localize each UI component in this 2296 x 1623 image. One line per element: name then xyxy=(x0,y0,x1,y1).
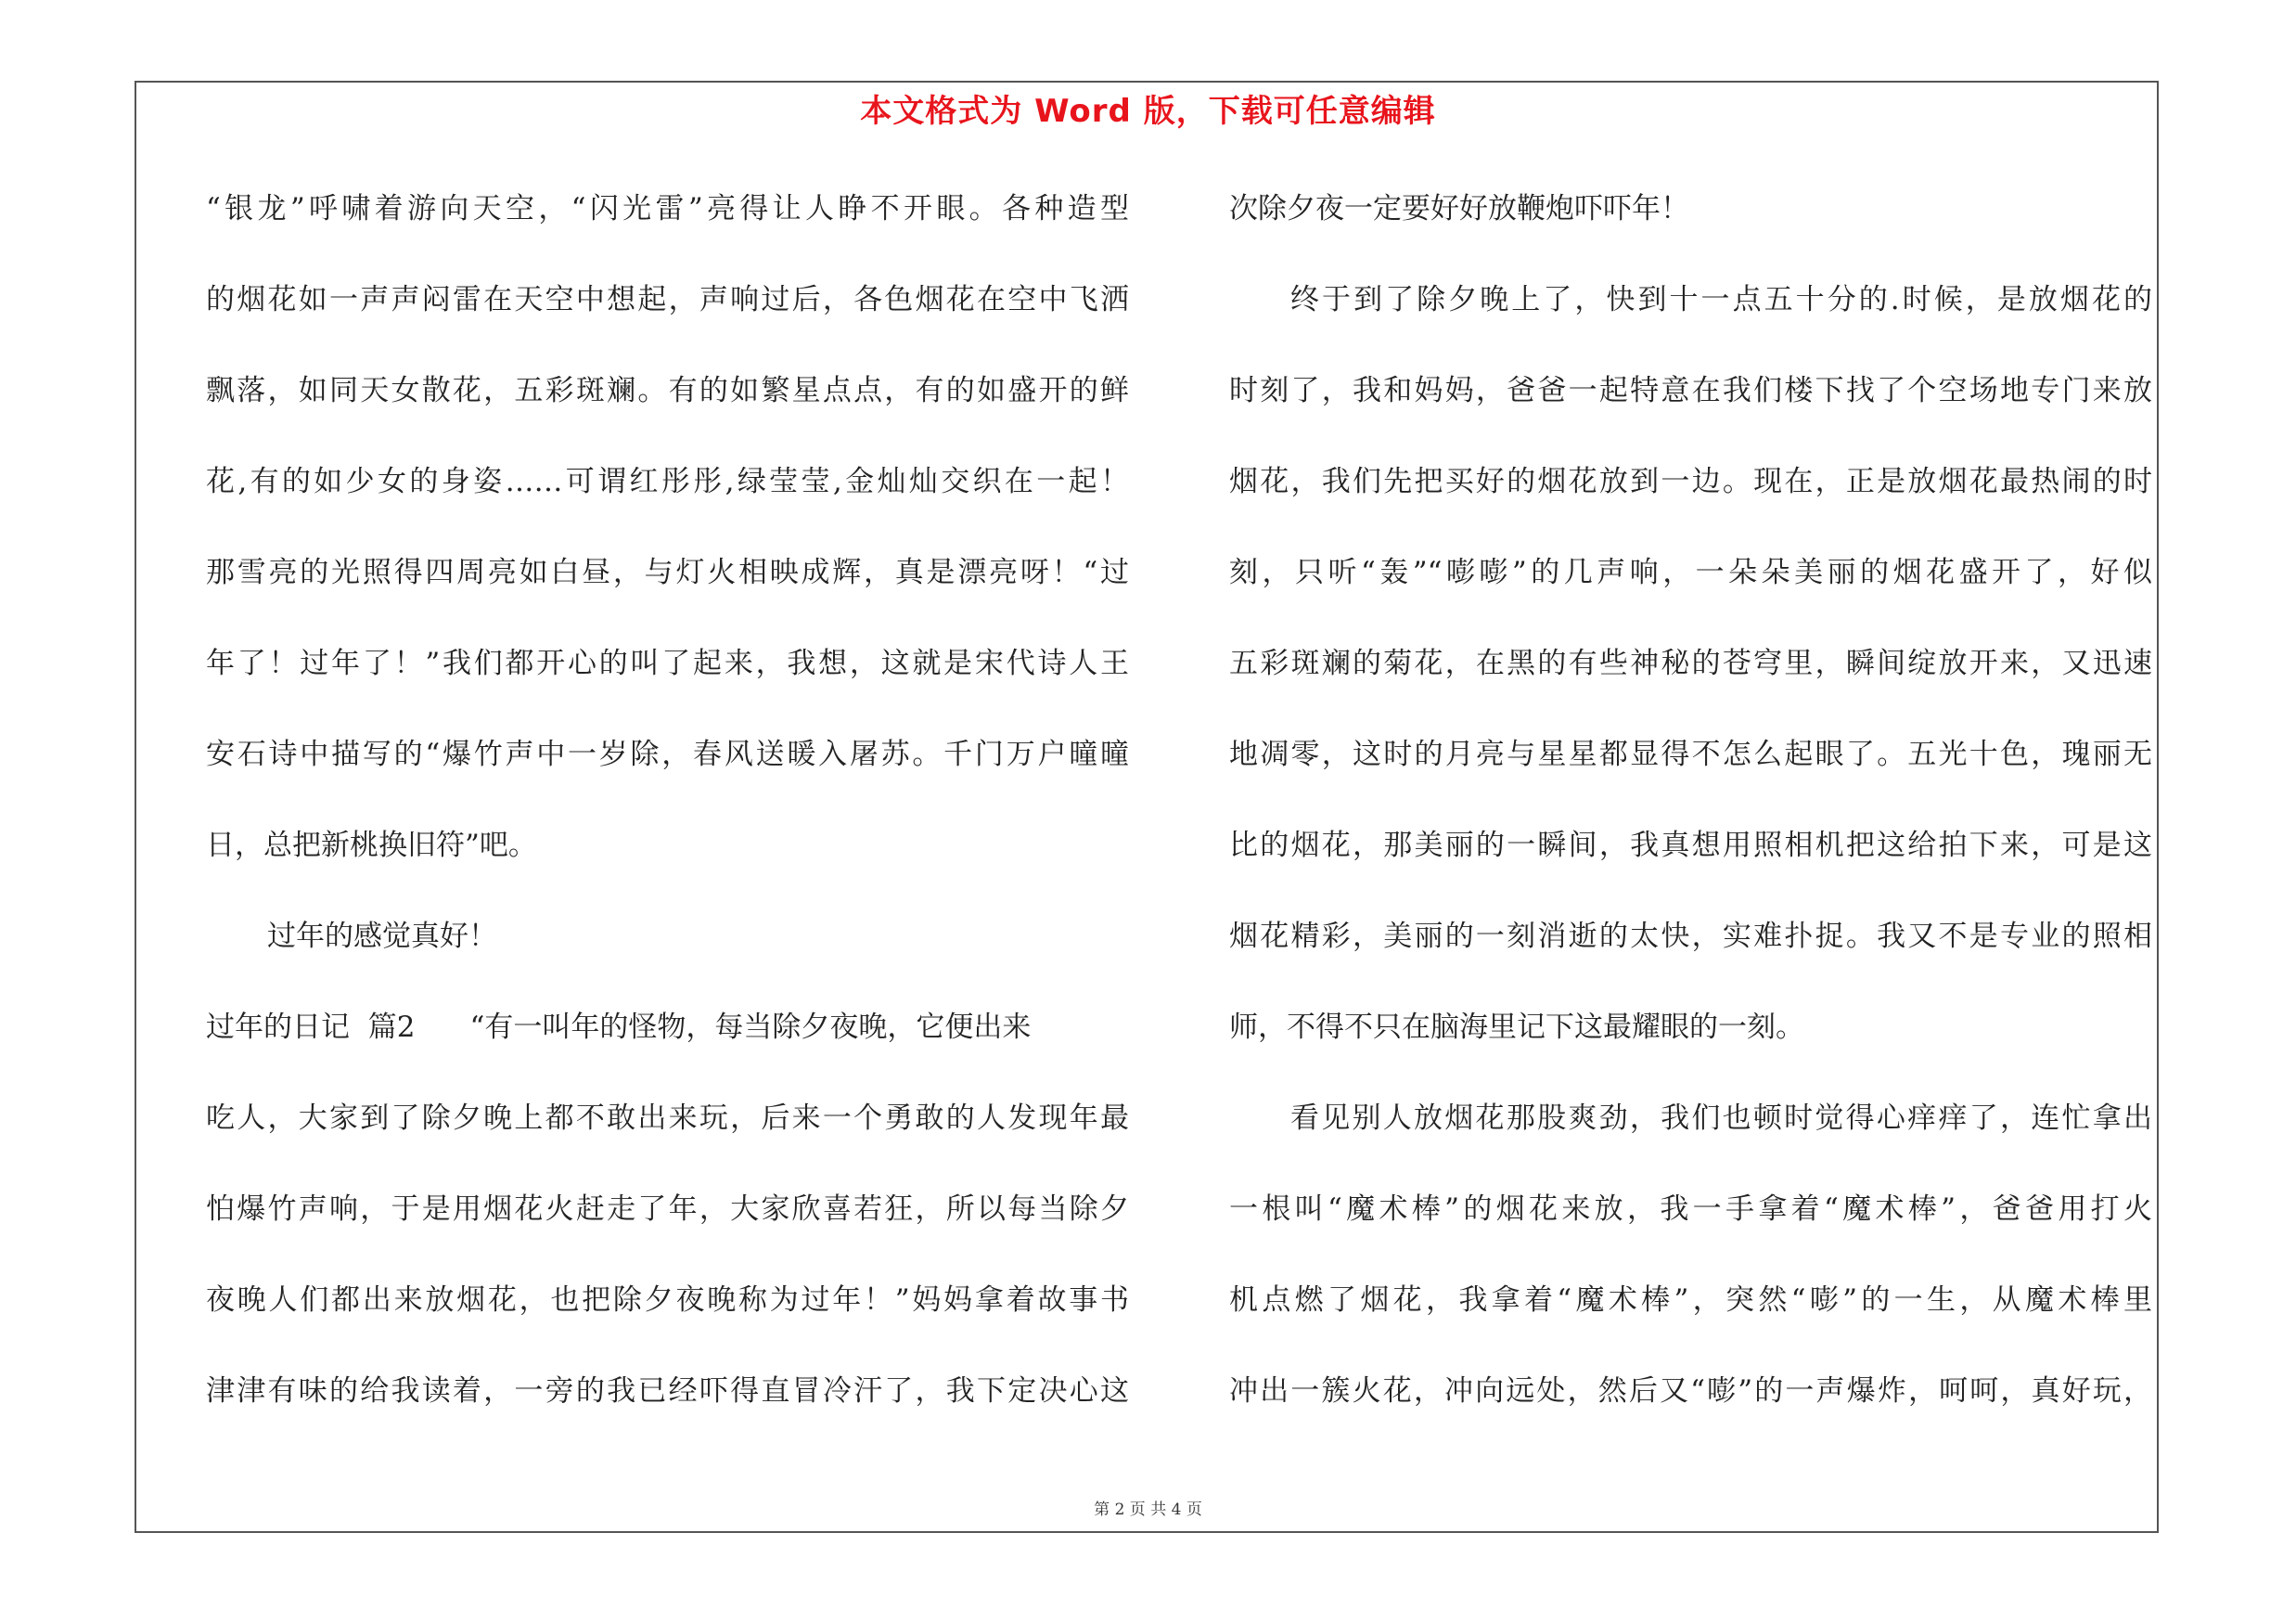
text-line: 的烟花如一声声闷雷在天空中想起，声响过后，各色烟花在空中飞洒 xyxy=(206,283,1129,316)
text-line: 烟花精彩，美丽的一刻消逝的太快，实难扑捉。我又不是专业的照相 xyxy=(1229,920,2152,953)
text-line: 飘落，如同天女散花，五彩斑斓。有的如繁星点点，有的如盛开的鲜 xyxy=(206,374,1129,407)
text-line: 师，不得不只在脑海里记下这最耀眼的一刻。 xyxy=(1229,1011,1804,1044)
text-line: 一根叫“魔术棒”的烟花来放，我一手拿着“魔术棒”，爸爸用打火 xyxy=(1229,1192,2152,1226)
text-line: 津津有味的给我读着，一旁的我已经吓得直冒冷汗了，我下定决心这 xyxy=(206,1374,1129,1408)
text-line: 刻，只听“轰”“嘭嘭”的几声响，一朵朵美丽的烟花盛开了，好似 xyxy=(1229,556,2152,589)
text-line: 次除夕夜一定要好好放鞭炮吓吓年！ xyxy=(1229,192,1689,225)
text-line: 终于到了除夕晚上了，快到十一点五十分的.时候，是放烟花的 xyxy=(1290,283,2152,316)
text-line: 过年的感觉真好！ xyxy=(267,920,497,953)
text-line: 五彩斑斓的菊花，在黑的有些神秘的苍穹里，瞬间绽放开来，又迅速 xyxy=(1229,647,2152,680)
section-heading-line: 过年的日记 篇2 “有一叫年的怪物，每当除夕夜晚，它便出来 xyxy=(206,1011,1032,1044)
text-line: 吃人，大家到了除夕晚上都不敢出来玩，后来一个勇敢的人发现年最 xyxy=(206,1101,1129,1135)
text-line: 夜晚人们都出来放烟花，也把除夕夜晚称为过年！”妈妈拿着故事书 xyxy=(206,1283,1129,1317)
text-line: 看见别人放烟花那股爽劲，我们也顿时觉得心痒痒了，连忙拿出 xyxy=(1290,1101,2152,1135)
text-line: 安石诗中描写的“爆竹声中一岁除，春风送暖入屠苏。千门万户曈曈 xyxy=(206,738,1129,771)
text-line: 日，总把新桃换旧符”吧。 xyxy=(206,829,537,862)
text-line: 地凋零，这时的月亮与星星都显得不怎么起眼了。五光十色，瑰丽无 xyxy=(1229,738,2152,771)
format-banner: 本文格式为 Word 版，下载可任意编辑 xyxy=(860,93,1436,130)
text-line: 烟花，我们先把买好的烟花放到一边。现在，正是放烟花最热闹的时 xyxy=(1229,465,2152,498)
page-number: 第 2 页 共 4 页 xyxy=(1094,1501,1202,1519)
text-line: 冲出一簇火花，冲向远处，然后又“嘭”的一声爆炸，呵呵，真好玩， xyxy=(1229,1374,2152,1408)
text-line: 时刻了，我和妈妈，爸爸一起特意在我们楼下找了个空场地专门来放 xyxy=(1229,374,2152,407)
right-column xyxy=(1229,181,2152,1454)
text-line: 花,有的如少女的身姿……可谓红彤彤,绿莹莹,金灿灿交织在一起！ xyxy=(206,465,1129,498)
text-line: “银龙”呼啸着游向天空，“闪光雷”亮得让人睁不开眼。各种造型 xyxy=(206,192,1129,225)
text-line: 机点燃了烟花，我拿着“魔术棒”，突然“嘭”的一生，从魔术棒里 xyxy=(1229,1283,2152,1317)
text-line: 那雪亮的光照得四周亮如白昼，与灯火相映成辉，真是漂亮呀！“过 xyxy=(206,556,1129,589)
text-line: 怕爆竹声响，于是用烟花火赶走了年，大家欣喜若狂，所以每当除夕 xyxy=(206,1192,1129,1226)
text-line: 年了！过年了！”我们都开心的叫了起来，我想，这就是宋代诗人王 xyxy=(206,647,1129,680)
left-column xyxy=(206,181,1129,1454)
text-line: 比的烟花，那美丽的一瞬间，我真想用照相机把这给拍下来，可是这 xyxy=(1229,829,2152,862)
